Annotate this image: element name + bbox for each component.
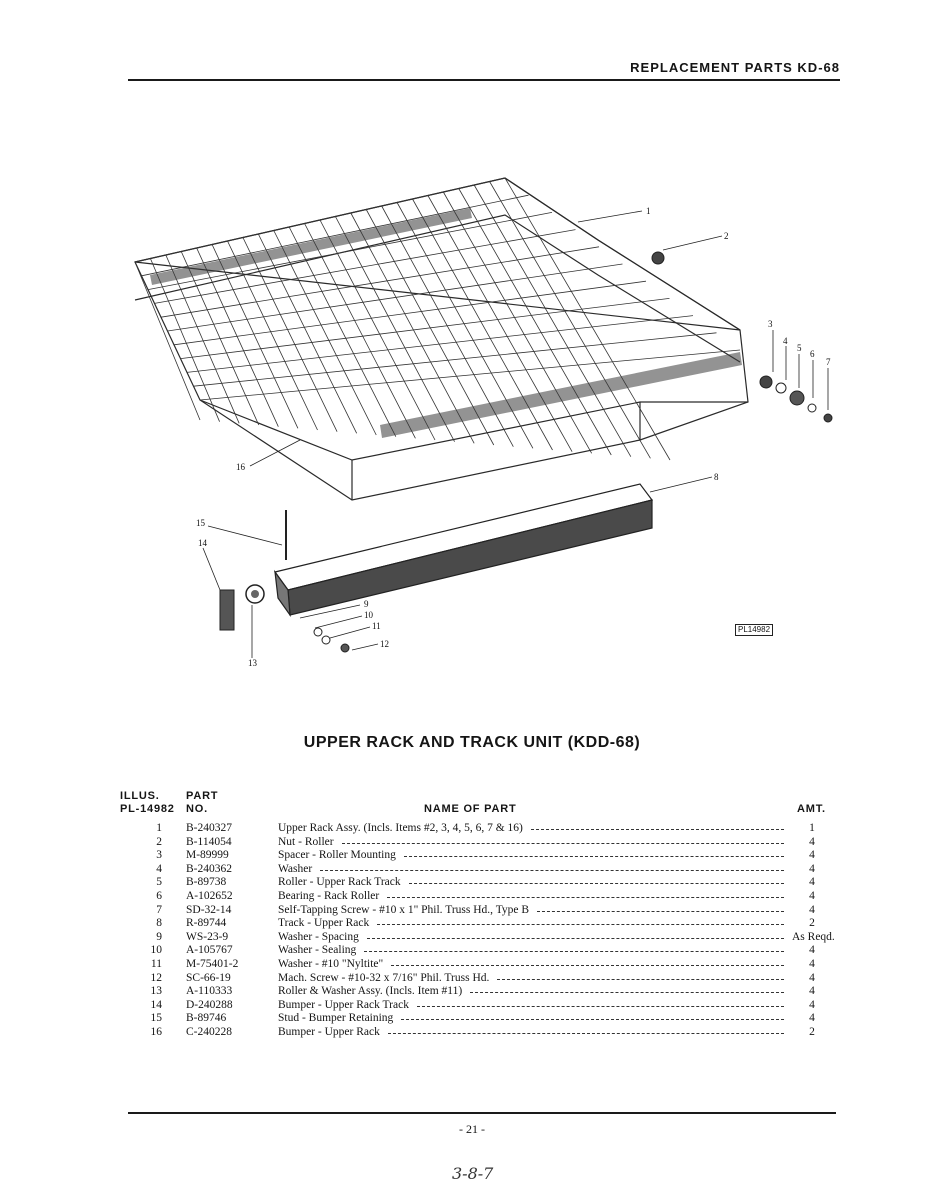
illus-number: 7 bbox=[156, 903, 162, 916]
illus-number: 5 bbox=[156, 876, 162, 889]
diagram-code-badge: PL14982 bbox=[735, 624, 773, 636]
callout-14: 14 bbox=[198, 538, 207, 548]
part-name: Nut - Roller bbox=[278, 835, 334, 848]
callout-11: 11 bbox=[372, 621, 381, 631]
rack-wire bbox=[181, 298, 670, 358]
illus-number: 13 bbox=[150, 985, 162, 998]
illus-number: 4 bbox=[156, 862, 162, 875]
leader-dashes bbox=[497, 979, 784, 980]
part-name: Upper Rack Assy. (Incls. Items #2, 3, 4, 5, 6, 7 & 16) bbox=[278, 822, 523, 834]
part-number: B-114054 bbox=[186, 835, 232, 848]
illus-number: 8 bbox=[156, 917, 162, 930]
rack-wire bbox=[187, 316, 693, 373]
part-name: Bearing - Rack Roller bbox=[278, 889, 380, 902]
part-row bbox=[120, 822, 850, 836]
part-header-line1: PART bbox=[186, 790, 219, 802]
part-number: WS-23-9 bbox=[186, 930, 229, 943]
part-number: A-110333 bbox=[186, 985, 233, 998]
part-number: B-240327 bbox=[186, 822, 232, 834]
illus-number: 10 bbox=[150, 944, 162, 957]
callout-10: 10 bbox=[364, 610, 373, 620]
part-amount: 4 bbox=[809, 876, 815, 889]
rack-wire bbox=[243, 238, 337, 432]
part-name: Bumper - Upper Rack bbox=[278, 1025, 380, 1038]
part-row bbox=[120, 931, 850, 945]
part-header-line2: NO. bbox=[186, 803, 208, 815]
part-amount: 4 bbox=[809, 849, 815, 862]
part-amount: 4 bbox=[809, 835, 815, 848]
part-number: A-105767 bbox=[186, 944, 233, 957]
part-name: Washer bbox=[278, 862, 313, 875]
part-number: M-75401-2 bbox=[186, 957, 239, 970]
part-name: Washer - #10 "Nyltite" bbox=[278, 957, 384, 970]
leader-dashes bbox=[417, 1006, 784, 1007]
part-amount: 4 bbox=[809, 971, 815, 984]
handwritten-note: 3-8-7 bbox=[452, 1164, 494, 1183]
part-number: B-240362 bbox=[186, 862, 232, 875]
illus-number: 3 bbox=[156, 849, 162, 862]
amt-header: AMT. bbox=[797, 803, 826, 815]
part-amount: 4 bbox=[809, 957, 815, 970]
rack-wire bbox=[474, 185, 631, 457]
roller-nut-part bbox=[652, 252, 664, 264]
part-amount: 4 bbox=[809, 903, 815, 916]
part-number: M-89999 bbox=[186, 849, 229, 862]
part-amount: 4 bbox=[809, 944, 815, 957]
part-amount: 4 bbox=[809, 889, 815, 902]
part-row bbox=[120, 944, 850, 958]
callout-3: 3 bbox=[768, 319, 773, 329]
part-name: Roller - Upper Rack Track bbox=[278, 876, 401, 889]
leader-dashes bbox=[409, 883, 784, 884]
leader-dashes bbox=[342, 843, 784, 844]
part-row bbox=[120, 849, 850, 863]
rack-wire bbox=[166, 255, 239, 423]
part-name: Stud - Bumper Retaining bbox=[278, 1012, 394, 1025]
part-row bbox=[120, 958, 850, 972]
callout-7: 7 bbox=[826, 357, 831, 367]
illus-header-line2: PL-14982 bbox=[120, 803, 175, 815]
part-amount: 1 bbox=[809, 822, 815, 834]
part-row bbox=[120, 876, 850, 890]
illus-number: 14 bbox=[150, 998, 162, 1011]
callout-15: 15 bbox=[196, 518, 205, 528]
part-number: D-240288 bbox=[186, 998, 233, 1011]
leader-dashes bbox=[388, 1033, 784, 1034]
part-number: A-102652 bbox=[186, 889, 233, 902]
part-row bbox=[120, 999, 850, 1013]
illus-number: 16 bbox=[150, 1025, 162, 1038]
part-name: Spacer - Roller Mounting bbox=[278, 849, 396, 862]
page-number: - 21 - bbox=[459, 1122, 485, 1136]
part-row bbox=[120, 1012, 850, 1026]
part-row bbox=[120, 836, 850, 850]
name-header: NAME OF PART bbox=[424, 803, 517, 815]
leader-dashes bbox=[391, 965, 784, 966]
rack-wire bbox=[305, 224, 416, 439]
rack-wire bbox=[168, 264, 623, 331]
callout-16: 16 bbox=[236, 462, 245, 472]
rack-wire bbox=[490, 182, 651, 459]
callout-13: 13 bbox=[248, 658, 257, 668]
illus-number: 15 bbox=[150, 1012, 162, 1025]
part-row bbox=[120, 863, 850, 877]
callout-9: 9 bbox=[364, 599, 369, 609]
part-number: SC-66-19 bbox=[186, 971, 231, 984]
part-amount: 4 bbox=[809, 862, 815, 875]
leader-dashes bbox=[531, 829, 784, 830]
part-number: B-89746 bbox=[186, 1012, 227, 1025]
callout-6: 6 bbox=[810, 349, 815, 359]
rack-wire bbox=[320, 220, 435, 440]
leader-dashes bbox=[470, 992, 784, 993]
part-number: SD-32-14 bbox=[186, 903, 232, 916]
part-name: Roller & Washer Assy. (Incls. Item #11) bbox=[278, 985, 463, 998]
leader-dashes bbox=[377, 924, 784, 925]
section-title: UPPER RACK AND TRACK UNIT (KDD-68) bbox=[303, 734, 641, 751]
part-number: C-240228 bbox=[186, 1025, 232, 1038]
part-amount: 2 bbox=[809, 917, 815, 930]
track-part bbox=[275, 484, 652, 615]
leader-dashes bbox=[320, 870, 784, 871]
illus-header-line1: ILLUS. bbox=[120, 790, 160, 802]
part-amount: 2 bbox=[809, 1025, 815, 1038]
callout-12: 12 bbox=[380, 639, 389, 649]
part-amount: As Reqd. bbox=[792, 930, 835, 943]
leader-dashes bbox=[364, 951, 784, 952]
part-row bbox=[120, 890, 850, 904]
callout-8: 8 bbox=[714, 472, 719, 482]
illus-number: 6 bbox=[156, 889, 162, 902]
part-amount: 4 bbox=[809, 998, 815, 1011]
part-row bbox=[120, 1026, 850, 1040]
rack-wire bbox=[142, 195, 529, 276]
part-row bbox=[120, 917, 850, 931]
illus-number: 12 bbox=[150, 971, 162, 984]
part-row bbox=[120, 972, 850, 986]
footer-rule bbox=[128, 1112, 836, 1114]
illus-number: 2 bbox=[156, 835, 162, 848]
callout-1: 1 bbox=[646, 206, 651, 216]
callout-2: 2 bbox=[724, 231, 729, 241]
bumper-part bbox=[220, 590, 234, 630]
callout-4: 4 bbox=[783, 336, 788, 346]
leader-dashes bbox=[404, 856, 784, 857]
part-row bbox=[120, 904, 850, 918]
part-row bbox=[120, 985, 850, 999]
part-number: B-89738 bbox=[186, 876, 227, 889]
illus-number: 9 bbox=[156, 930, 162, 943]
part-number: R-89744 bbox=[186, 917, 227, 930]
leader-dashes bbox=[401, 1019, 784, 1020]
part-name: Washer - Sealing bbox=[278, 944, 357, 957]
leader-dashes bbox=[387, 897, 784, 898]
callout-5: 5 bbox=[797, 343, 802, 353]
parts-list bbox=[120, 822, 850, 1040]
part-name: Track - Upper Rack bbox=[278, 917, 370, 930]
illus-number: 1 bbox=[156, 822, 162, 834]
part-amount: 4 bbox=[809, 1012, 815, 1025]
page-header-title: REPLACEMENT PARTS KD-68 bbox=[630, 60, 840, 75]
rack-band-back bbox=[150, 208, 472, 285]
part-name: Bumper - Upper Rack Track bbox=[278, 998, 409, 1011]
illus-number: 11 bbox=[150, 957, 162, 970]
rack-wire bbox=[197, 248, 279, 427]
part-name: Washer - Spacing bbox=[278, 930, 359, 943]
part-amount: 4 bbox=[809, 985, 815, 998]
leader-dashes bbox=[367, 938, 784, 939]
part-name: Mach. Screw - #10-32 x 7/16" Phil. Truss Hd. bbox=[278, 971, 490, 984]
part-name: Self-Tapping Screw - #10 x 1" Phil. Truss Hd., Type B bbox=[278, 903, 530, 916]
leader-dashes bbox=[537, 911, 784, 912]
rack-band-front bbox=[380, 352, 742, 438]
